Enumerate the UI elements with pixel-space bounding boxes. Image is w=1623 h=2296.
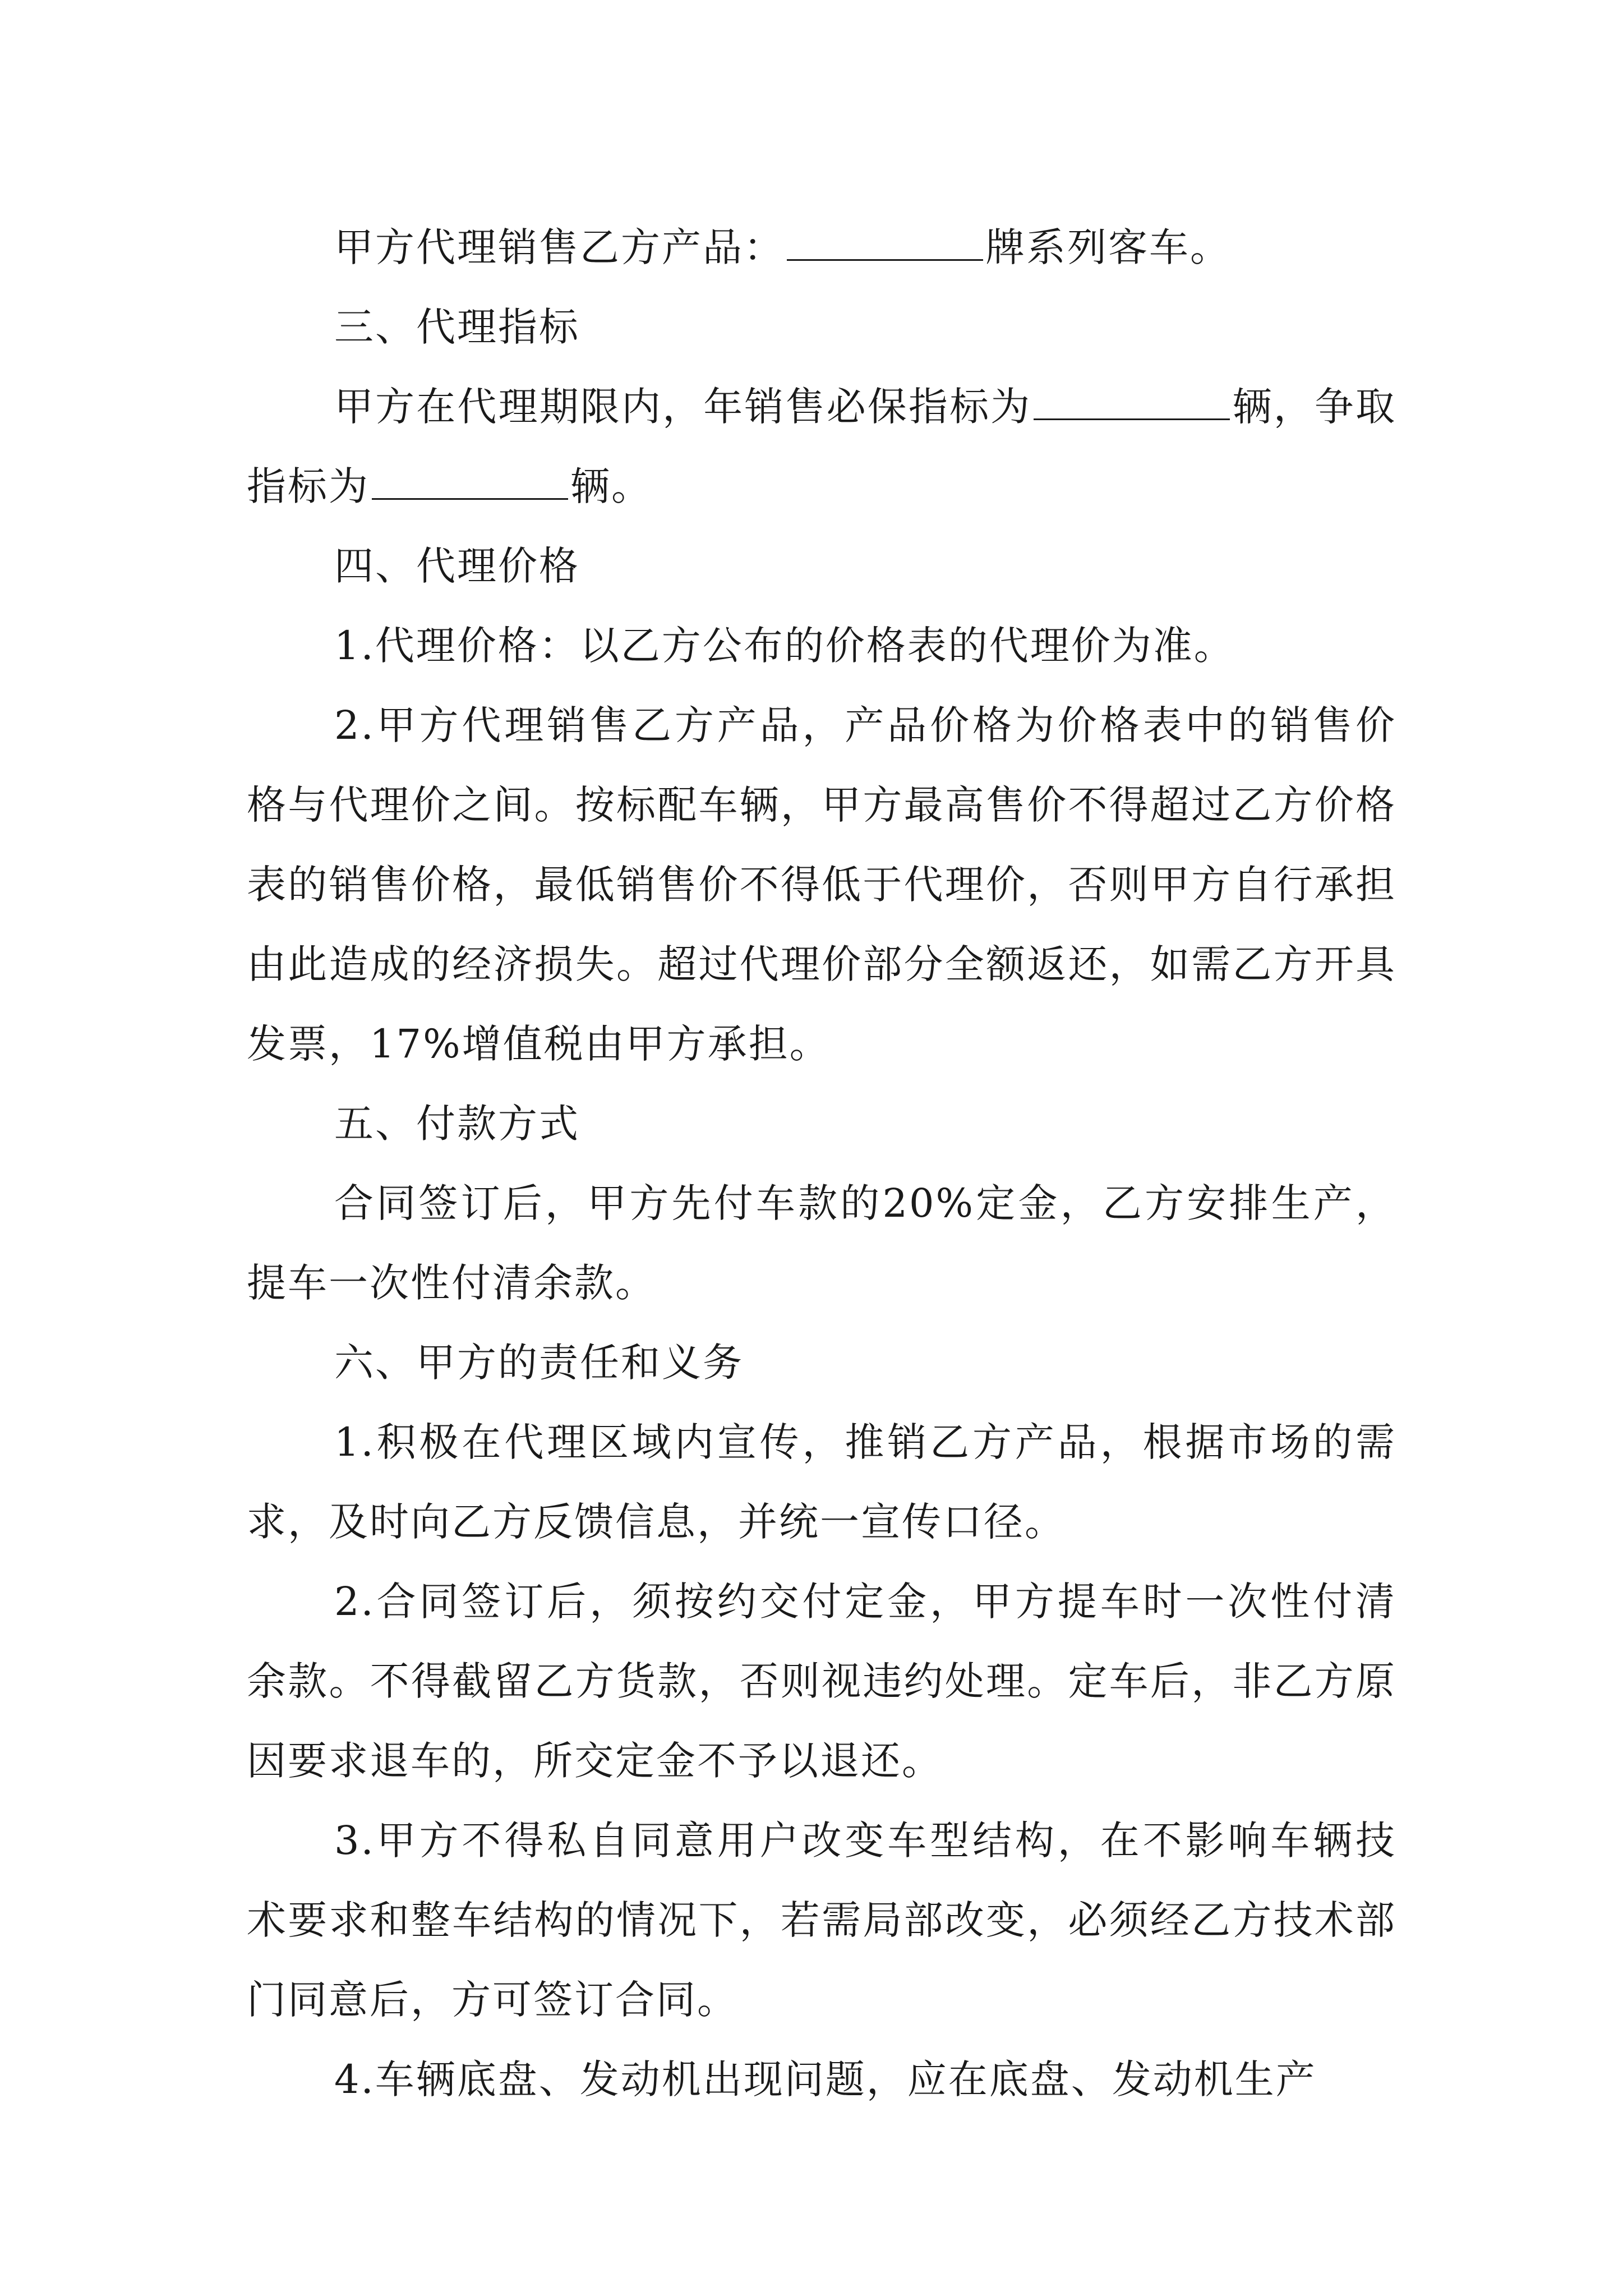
section-heading-4: 四、代理价格 [334, 543, 580, 589]
text-segment: 甲方在代理期限内，年销售必保指标为 [334, 384, 1032, 430]
text-segment: 牌系列客车。 [985, 224, 1231, 270]
fill-in-blank-brand [787, 226, 983, 261]
paragraph-4-1: 1.代理价格：以乙方公布的价格表的代理价为准。 [334, 623, 1235, 669]
fill-in-blank-guaranteed-target [1034, 385, 1230, 420]
paragraph-6-2: 2.合同签订后，须按约交付定金，甲方提车时一次性付清余款。不得截留乙方货款，否则视违约处理。定车后，非乙方原因要求退车的，所交定金不予以退还。 [247, 1579, 1396, 1784]
fill-in-blank-goal-target [372, 464, 568, 500]
paragraph-6-3: 3.甲方不得私自同意用户改变车型结构，在不影响车辆技术要求和整车结构的情况下，若需局部改变，必须经乙方技术部门同意后，方可签订合同。 [247, 1818, 1396, 2023]
paragraph-4-2: 2.甲方代理销售乙方产品，产品价格为价格表中的销售价格与代理价之间。按标配车辆，甲方最高售价不得超过乙方价格表的销售价格，最低销售价不得低于代理价，否则甲方自行承担由此造成的经济损失。超过代理价部分全额返还，如需乙方开具发票，17%增值税由甲方承担。 [247, 702, 1396, 1067]
paragraph-6-1: 1.积极在代理区域内宣传，推销乙方产品，根据市场的需求，及时向乙方反馈信息，并统一宣传口径。 [247, 1419, 1396, 1545]
paragraph-sales-target [247, 367, 1396, 526]
section-heading-6: 六、甲方的责任和义务 [334, 1340, 744, 1386]
text-segment: 辆。 [570, 463, 652, 509]
paragraph-6-4: 4.车辆底盘、发动机出现问题，应在底盘、发动机生产 [334, 2056, 1317, 2102]
text-segment: 甲方代理销售乙方产品： [334, 224, 785, 270]
paragraph-payment: 合同签订后，甲方先付车款的20%定金，乙方安排生产，提车一次性付清余款。 [247, 1180, 1396, 1306]
paragraph-product [247, 208, 1396, 287]
section-heading-3: 三、代理指标 [334, 304, 580, 350]
text-segment: 辆，争取指标为 [247, 384, 1397, 509]
section-heading-5: 五、付款方式 [334, 1101, 580, 1147]
document-body [247, 208, 1396, 2119]
